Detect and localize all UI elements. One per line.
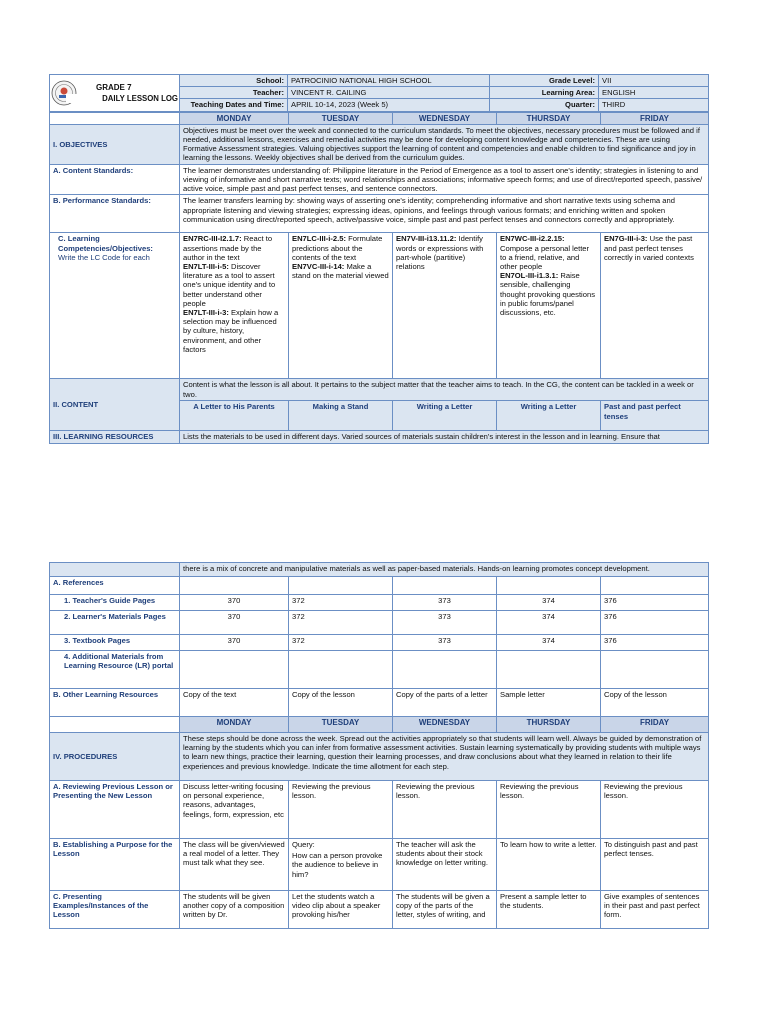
day-tuesday: TUESDAY [289, 717, 393, 733]
procedure-c-monday: The students will be given another copy of a composition written by Dr. [180, 891, 289, 929]
resources-label: III. LEARNING RESOURCES [50, 431, 180, 443]
empty-cell [497, 577, 601, 595]
day-monday: MONDAY [180, 717, 289, 733]
lm-friday: 376 [601, 611, 709, 635]
competencies-label: C. Learning Competencies/Objectives: [58, 234, 153, 253]
procedure-a-thursday: Reviewing the previous lesson. [497, 781, 601, 839]
lc-code: EN7LC-III-i-2.5: [292, 234, 347, 244]
procedure-b-tuesday-cell [289, 839, 393, 891]
tb-tuesday: 372 [289, 635, 393, 651]
resources-spacer [50, 563, 180, 577]
day-monday: MONDAY [180, 112, 289, 124]
learning-area-label: Learning Area: [490, 87, 599, 99]
objectives-text: Objectives must be meet over the week and connected to the curriculum standards. To meet the objectives, necessary procedures must be followed and if needed, additional lessons, exercises and remedial activities may be done for developing content knowledge and competencies. These are using Formative Assessment strategies. Valuing objectives support the learning of content and competencies and enable children to find significance and joy in learning the lessons. Weekly objectives shall be derived from the curriculum guides. [180, 124, 709, 164]
day-friday: FRIDAY [601, 717, 709, 733]
day-wednesday: WEDNESDAY [393, 112, 497, 124]
tg-wednesday: 373 [393, 595, 497, 611]
tb-thursday: 374 [497, 635, 601, 651]
title-block [50, 75, 180, 112]
resources-text-1: Lists the materials to be used in different days. Varied sources of materials sustain children's interest in the lesson and in learning. Ensure that [180, 431, 709, 443]
performance-standards-text: The learner transfers learning by: showing ways of asserting one's identity; comprehending informative and short narrative texts using schema and appropriate listening and viewing strategies; expressing ideas, opinions, and feelings through various formats; and enriching written and spoken communication using direct/reported speech, active/passive voice, simple past and past perfect tenses and connectors correctly and appropriately. [180, 195, 709, 233]
performance-standards-label: B. Performance Standards: [50, 195, 180, 233]
procedure-a-tuesday: Reviewing the previous lesson. [289, 781, 393, 839]
school-label: School: [180, 75, 288, 87]
day-wednesday: WEDNESDAY [393, 717, 497, 733]
content-topic-wednesday: Writing a Letter [393, 401, 497, 431]
other-friday: Copy of the lesson [601, 689, 709, 717]
dates-value: APRIL 10-14, 2023 (Week 5) [288, 99, 490, 111]
procedure-a-wednesday: Reviewing the previous lesson. [393, 781, 497, 839]
teacher-value: VINCENT R. CAILING [288, 87, 490, 99]
grade-title: GRADE 7 [96, 83, 132, 92]
content-topic-monday: A Letter to His Parents [180, 401, 289, 431]
lc-text: Identify words or expressions with part-whole (partitive) relations [396, 234, 484, 272]
day-thursday: THURSDAY [497, 112, 601, 124]
lc-text: React to assertions made by the author in the text [183, 234, 273, 262]
procedure-c-tuesday: Let the students watch a video clip about a speaker provoking his/her [289, 891, 393, 929]
content-label: II. CONTENT [50, 379, 180, 431]
objectives-label: I. OBJECTIVES [50, 124, 180, 164]
lm-monday: 370 [180, 611, 289, 635]
tb-label: 3. Textbook Pages [50, 635, 180, 651]
procedure-b-label: B. Establishing a Purpose for the Lesson [50, 839, 180, 891]
header-table [49, 74, 709, 112]
tb-wednesday: 373 [393, 635, 497, 651]
procedure-b-thursday: To learn how to write a letter. [497, 839, 601, 891]
dates-label: Teaching Dates and Time: [180, 99, 288, 111]
competency-thursday [497, 233, 601, 379]
grade-level-value: VII [599, 75, 709, 87]
lesson-log-page-2 [49, 562, 708, 929]
lc-text: Use the past and past perfect tenses correctly in varied contexts [604, 234, 694, 262]
other-monday: Copy of the text [180, 689, 289, 717]
resources-text-2: there is a mix of concrete and manipulative materials as well as paper-based materials. Hands-on learning promotes concept development. [180, 563, 709, 577]
lc-text: Formulate predictions about the contents of the text [292, 234, 383, 262]
quarter-label: Quarter: [490, 99, 599, 111]
procedure-b-friday: To distinguish past and past perfect tenses. [601, 839, 709, 891]
other-thursday: Sample letter [497, 689, 601, 717]
lc-text: Discover literature as a tool to assert one's unique identity and to better understand other people [183, 262, 276, 308]
lm-thursday: 374 [497, 611, 601, 635]
lm-label: 2. Learner's Materials Pages [50, 611, 180, 635]
content-topic-tuesday: Making a Stand [289, 401, 393, 431]
log-title: DAILY LESSON LOG [66, 94, 178, 103]
empty-cell [289, 651, 393, 689]
tg-thursday: 374 [497, 595, 601, 611]
content-topic-thursday: Writing a Letter [497, 401, 601, 431]
tg-tuesday: 372 [289, 595, 393, 611]
lc-code: EN7LT-III-i-5: [183, 262, 229, 272]
other-wednesday: Copy of the parts of a letter [393, 689, 497, 717]
tg-friday: 376 [601, 595, 709, 611]
content-standards-text: The learner demonstrates understanding of: Philippine literature in the Period of Emergence as a tool to assert one's identity; strategies in listening to and viewing of informative and short narrative texts; word relationships and associations; informative speech forms; and use of direct/reported speech, passive/ active voice, simple past and past perfect tenses, and sentence connectors. [180, 164, 709, 195]
lc-code: EN7V-III-i13.11.2: [396, 234, 457, 244]
learning-area-value: ENGLISH [599, 87, 709, 99]
lc-text: Raise sensible, challenging thought provoking questions in public forums/panel discussions, etc. [500, 271, 595, 318]
procedure-c-thursday: Present a sample letter to the students. [497, 891, 601, 929]
day-friday: FRIDAY [601, 112, 709, 124]
procedure-c-label: C. Presenting Examples/Instances of the Lesson [50, 891, 180, 929]
procedure-c-friday: Give examples of sentences in their past and past perfect form. [601, 891, 709, 929]
lc-text: Make a stand on the material viewed [292, 262, 389, 281]
lc-code: EN7LT-III-i-3: [183, 308, 229, 318]
lc-code: EN7G-III-i-3: [604, 234, 648, 244]
empty-cell [601, 651, 709, 689]
tb-friday: 376 [601, 635, 709, 651]
teacher-label: Teacher: [180, 87, 288, 99]
content-text: Content is what the lesson is all about. It pertains to the subject matter that the teacher aims to teach. In the CG, the content can be tackled in a week or two. [180, 379, 709, 401]
content-standards-label: A. Content Standards: [50, 164, 180, 195]
objectives-table [49, 112, 709, 444]
procedure-b-monday: The class will be given/viewed a real model of a letter. They must talk what they see. [180, 839, 289, 891]
tg-label: 1. Teacher's Guide Pages [50, 595, 180, 611]
school-value: PATROCINIO NATIONAL HIGH SCHOOL [288, 75, 490, 87]
lc-code: EN7VC-III-i-14: [292, 262, 345, 272]
day-thursday: THURSDAY [497, 717, 601, 733]
resources-procedures-table [49, 562, 709, 929]
lesson-log-page-1 [49, 74, 708, 444]
days-spacer [50, 112, 180, 124]
lc-code: EN7RC-III-I2.1.7: [183, 234, 242, 244]
content-topic-friday: Past and past perfect tenses [601, 401, 709, 431]
competency-monday [180, 233, 289, 379]
procedure-b-tuesday: Query: [292, 840, 315, 849]
empty-cell [180, 577, 289, 595]
lm-tuesday: 372 [289, 611, 393, 635]
days-spacer [50, 717, 180, 733]
day-tuesday: TUESDAY [289, 112, 393, 124]
procedure-b-wednesday: The teacher will ask the students about their stock knowledge on letter writing. [393, 839, 497, 891]
competency-wednesday [393, 233, 497, 379]
lc-text: Explain how a selection may be influenced by culture, history, environment, and other factors [183, 308, 279, 354]
procedure-a-friday: Reviewing the previous lesson. [601, 781, 709, 839]
grade-level-label: Grade Level: [490, 75, 599, 87]
tb-monday: 370 [180, 635, 289, 651]
competencies-sublabel: Write the LC Code for each [58, 252, 150, 262]
other-resources-label: B. Other Learning Resources [50, 689, 180, 717]
empty-cell [497, 651, 601, 689]
competency-tuesday [289, 233, 393, 379]
procedure-a-label: A. Reviewing Previous Lesson or Presenting the New Lesson [50, 781, 180, 839]
lc-code: EN7WC-III-i2.2.15: [500, 234, 565, 244]
quarter-value: THIRD [599, 99, 709, 111]
empty-cell [393, 651, 497, 689]
lc-text: Compose a personal letter to a friend, relative, and other people [500, 243, 590, 272]
lm-wednesday: 373 [393, 611, 497, 635]
procedure-b-tuesday-question: How can a person provoke the audience to believe in him? [292, 851, 383, 879]
competency-friday [601, 233, 709, 379]
empty-cell [393, 577, 497, 595]
lr-label: 4. Additional Materials from Learning Resource (LR) portal [50, 651, 180, 689]
empty-cell [289, 577, 393, 595]
empty-cell [180, 651, 289, 689]
procedures-label: IV. PROCEDURES [50, 733, 180, 781]
other-tuesday: Copy of the lesson [289, 689, 393, 717]
references-label: A. References [50, 577, 180, 595]
procedure-a-monday: Discuss letter-writing focusing on personal experience, reasons, advantages, feelings, form, expression, etc [180, 781, 289, 839]
competencies-label-cell [50, 233, 180, 379]
empty-cell [601, 577, 709, 595]
procedure-c-wednesday: The students will be given a copy of the parts of the letter, styles of writing, and [393, 891, 497, 929]
procedures-text: These steps should be done across the week. Spread out the activities appropriately so that students will learn well. Always be guided by demonstration of learning by the students which you can infer from formative assessment activities. Sustain learning systematically by providing students with multiple ways to learn new things, practice their learning, question their learning processes, and draw conclusions about what they learned in relation to their life experiences and previous knowledge. Indicate the time allotment for each step. [180, 733, 709, 781]
lc-code: EN7OL-III-i1.3.1: [500, 271, 559, 281]
tg-monday: 370 [180, 595, 289, 611]
